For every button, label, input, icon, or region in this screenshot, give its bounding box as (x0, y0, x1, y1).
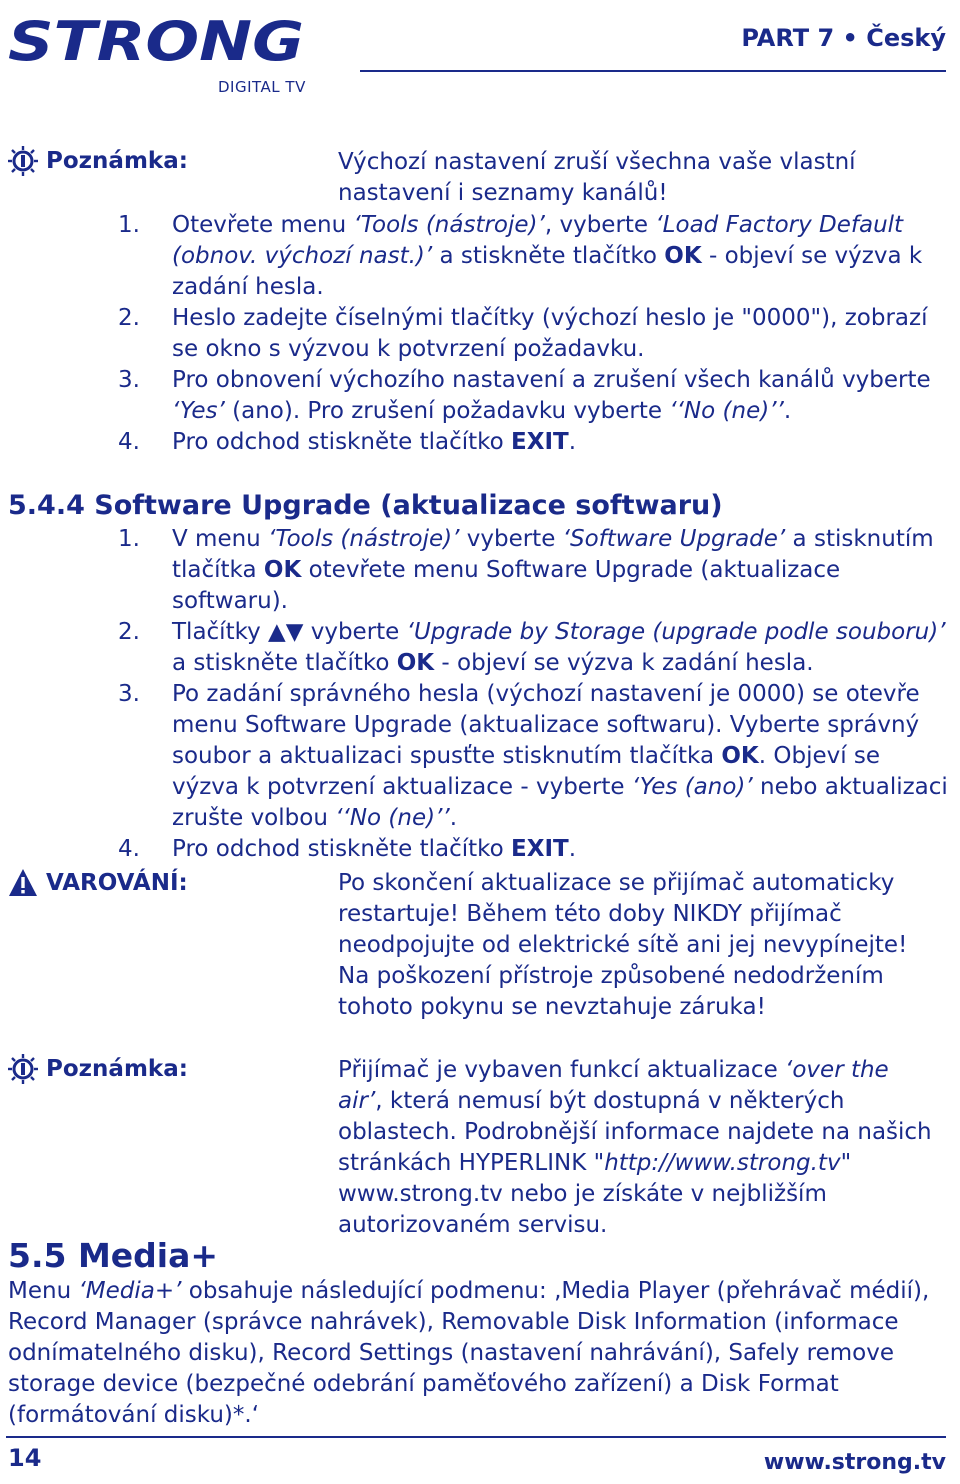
step-number: 4. (118, 836, 140, 862)
section-paragraph: Menu ‘Media+’ obsahuje následující podmenu: ‚Media Player (přehrávač médií), Record Manager (správce nahrávek), Removable Disk Information (informace odnímatelného disku), Record Settings (nastavení nahrávání), Safely remove storage device (bezpečné odebrání paměťového zařízení) a Disk Format (formátování disku)*.‘ (8, 1278, 930, 1428)
step-number: 1. (118, 212, 140, 238)
logo-subtitle: DIGITAL TV (218, 78, 306, 96)
footer-website: www.strong.tv (763, 1450, 946, 1475)
warning-label: VAROVÁNÍ: (46, 870, 188, 896)
part-label: PART 7 • Český (741, 24, 946, 52)
footer-divider (6, 1436, 946, 1438)
factory-reset-steps (8, 210, 948, 458)
page-number: 14 (8, 1444, 42, 1472)
step-text: V menu ‘Tools (nástroje)’ vyberte ‘Software Upgrade’ a stisknutím tlačítka OK otevřete menu Software Upgrade (aktualizace softwaru). (172, 526, 934, 614)
note-icon (8, 1054, 38, 1084)
step-text: Po zadání správného hesla (výchozí nastavení je 0000) se otevře menu Software Upgrade (aktualizace softwaru). Vyberte správný soubor a aktualizaci spusťte stisknutím tlačítka OK. Objeví se výzva k potvrzení aktualizace - vyberte ‘Yes (ano)’ nebo aktualizaci zrušte volbou ‘‘No (ne)’’. (172, 681, 948, 831)
step-text: Pro obnovení výchozího nastavení a zrušení všech kanálů vyberte ‘Yes’ (ano). Pro zrušení požadavku vyberte ‘‘No (ne)’’. (172, 367, 931, 424)
step-number: 4. (118, 429, 140, 455)
step-number: 3. (118, 367, 140, 393)
note-text: Výchozí nastavení zruší všechna vaše vlastní nastavení i seznamy kanálů! (338, 149, 856, 206)
section-heading: 5.4.4 Software Upgrade (aktualizace softwaru) (8, 490, 723, 521)
list-item (8, 524, 948, 617)
list-item (8, 210, 948, 303)
list-item (8, 427, 948, 458)
strong-logo (6, 10, 306, 70)
step-text: Otevřete menu ‘Tools (nástroje)’, vyberte ‘Load Factory Default (obnov. výchozí nast.)’ a stiskněte tlačítko OK - objeví se výzva k zadání hesla. (172, 212, 923, 300)
list-item (8, 834, 948, 865)
list-item (8, 365, 948, 427)
note-label: Poznámka: (46, 148, 188, 174)
step-number: 1. (118, 526, 140, 552)
list-item (8, 303, 948, 365)
step-text: Tlačítky ▲▼ vyberte ‘Upgrade by Storage (upgrade podle souboru)’ a stiskněte tlačítko OK - objeví se výzva k zadání hesla. (172, 619, 946, 676)
note-text: Přijímač je vybaven funkcí aktualizace ‘over the air’, která nemusí být dostupná v některých oblastech. Podrobnější informace najdete na našich stránkách HYPERLINK "http://www.strong.tv" www.strong.tv nebo je získáte v nejbližším autorizovaném servisu. (338, 1057, 932, 1238)
step-text: Heslo zadejte číselnými tlačítky (výchozí heslo je "0000"), zobrazí se okno s výzvou k potvrzení požadavku. (172, 305, 928, 362)
note-icon (8, 146, 38, 176)
warning-icon (8, 868, 38, 898)
step-number: 3. (118, 681, 140, 707)
step-number: 2. (118, 619, 140, 645)
note-label: Poznámka: (46, 1056, 188, 1082)
section-heading: 5.5 Media+ (8, 1236, 219, 1275)
step-text: Pro odchod stiskněte tlačítko EXIT. (172, 429, 577, 455)
list-item (8, 679, 948, 834)
step-text: Pro odchod stiskněte tlačítko EXIT. (172, 836, 577, 862)
step-number: 2. (118, 305, 140, 331)
logo-text: STRONG (8, 10, 304, 70)
warning-text: Po skončení aktualizace se přijímač automaticky restartuje! Během této doby NIKDY přijímač neodpojujte od elektrické sítě ani jej nevypínejte! Na poškození přístroje způsobené nedodržením tohoto pokynu se nevztahuje záruka! (338, 870, 908, 1020)
header-divider (360, 70, 946, 72)
software-upgrade-steps (8, 524, 948, 865)
list-item (8, 617, 948, 679)
